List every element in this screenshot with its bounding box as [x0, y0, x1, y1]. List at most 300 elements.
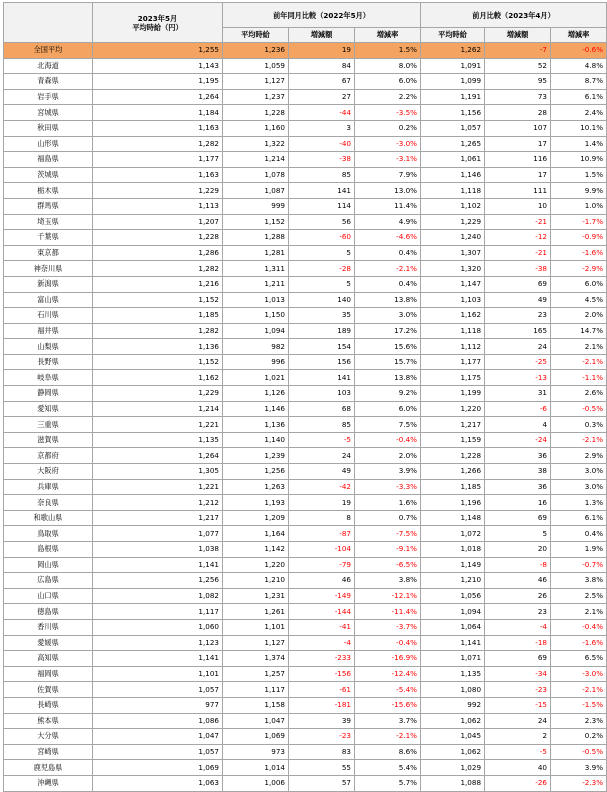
mom-wage-cell: 1,217 [421, 417, 485, 433]
table-row [4, 510, 607, 526]
mom-wage-cell: 1,118 [421, 183, 485, 199]
mom-diff-cell: 26 [485, 588, 551, 604]
mom-wage-cell: 1,148 [421, 510, 485, 526]
table-row [4, 386, 607, 402]
yoy-wage-cell: 1,140 [223, 432, 289, 448]
prefecture-cell: 秋田県 [4, 120, 93, 136]
table-row [4, 136, 607, 152]
mom-rate-cell: 4.5% [551, 292, 607, 308]
mom-rate-cell: 3.9% [551, 760, 607, 776]
mom-wage-cell: 992 [421, 697, 485, 713]
mom-diff-cell: 24 [485, 339, 551, 355]
mom-wage-cell: 1,102 [421, 198, 485, 214]
table-row [4, 105, 607, 121]
current-wage-cell: 1,060 [93, 619, 223, 635]
mom-wage-cell: 1,045 [421, 729, 485, 745]
prefecture-cell: 和歌山県 [4, 510, 93, 526]
yoy-rate-cell: 3.7% [355, 713, 421, 729]
prefecture-cell: 広島県 [4, 573, 93, 589]
yoy-diff-cell: -61 [289, 682, 355, 698]
wage-table [3, 2, 607, 792]
prefecture-cell: 愛媛県 [4, 635, 93, 651]
table-row [4, 339, 607, 355]
current-wage-cell: 1,143 [93, 58, 223, 74]
mom-wage-cell: 1,266 [421, 464, 485, 480]
yoy-wage-cell: 1,101 [223, 619, 289, 635]
yoy-rate-cell: 0.2% [355, 120, 421, 136]
mom-wage-cell: 1,175 [421, 370, 485, 386]
mom-diff-cell: -34 [485, 666, 551, 682]
current-wage-cell: 1,228 [93, 230, 223, 246]
mom-wage-cell: 1,262 [421, 43, 485, 59]
current-wage-cell: 1,047 [93, 729, 223, 745]
yoy-wage-cell: 1,126 [223, 386, 289, 402]
mom-diff-cell: -25 [485, 354, 551, 370]
current-wage-cell: 1,184 [93, 105, 223, 121]
mom-diff-cell: 52 [485, 58, 551, 74]
mom-wage-cell: 1,072 [421, 526, 485, 542]
wage-table-container [3, 2, 606, 792]
mom-diff-cell: 23 [485, 308, 551, 324]
yoy-diff-cell: 57 [289, 775, 355, 791]
mom-rate-cell: 3.0% [551, 479, 607, 495]
yoy-diff-cell: 27 [289, 89, 355, 105]
current-wage-cell: 1,069 [93, 760, 223, 776]
yoy-wage-cell: 1,228 [223, 105, 289, 121]
prefecture-cell: 長野県 [4, 354, 93, 370]
current-wage-cell: 1,163 [93, 120, 223, 136]
yoy-rate-cell: 15.6% [355, 339, 421, 355]
table-row [4, 120, 607, 136]
yoy-wage-cell: 1,211 [223, 276, 289, 292]
yoy-wage-cell: 1,014 [223, 760, 289, 776]
prefecture-cell: 栃木県 [4, 183, 93, 199]
mom-rate-cell: -0.6% [551, 43, 607, 59]
yoy-wage-cell: 1,237 [223, 89, 289, 105]
prefecture-cell: 山口県 [4, 588, 93, 604]
yoy-diff-cell: -5 [289, 432, 355, 448]
mom-diff-cell: -8 [485, 557, 551, 573]
mom-wage-cell: 1,265 [421, 136, 485, 152]
table-header [4, 3, 607, 43]
current-wage-cell: 1,217 [93, 510, 223, 526]
mom-wage-cell: 1,159 [421, 432, 485, 448]
yoy-rate-cell: 4.9% [355, 214, 421, 230]
yoy-diff-cell: 103 [289, 386, 355, 402]
yoy-diff-cell: -233 [289, 651, 355, 667]
current-wage-cell: 1,117 [93, 604, 223, 620]
yoy-diff-cell: -42 [289, 479, 355, 495]
prefecture-cell: 静岡県 [4, 386, 93, 402]
mom-rate-cell: 6.1% [551, 89, 607, 105]
mom-wage-cell: 1,029 [421, 760, 485, 776]
yoy-diff-cell: -79 [289, 557, 355, 573]
mom-diff-cell: -21 [485, 214, 551, 230]
mom-diff-cell: 28 [485, 105, 551, 121]
yoy-rate-cell: 13.8% [355, 370, 421, 386]
current-wage-cell: 1,305 [93, 464, 223, 480]
prefecture-cell: 全国平均 [4, 43, 93, 59]
yoy-wage-cell: 1,256 [223, 464, 289, 480]
mom-rate-cell: 3.0% [551, 464, 607, 480]
yoy-rate-cell: 3.8% [355, 573, 421, 589]
header-yoy-group: 前年同月比較（2022年5月） [223, 3, 421, 28]
yoy-rate-cell: 0.7% [355, 510, 421, 526]
current-wage-cell: 1,082 [93, 588, 223, 604]
yoy-rate-cell: 13.8% [355, 292, 421, 308]
prefecture-cell: 三重県 [4, 417, 93, 433]
table-row [4, 74, 607, 90]
mom-diff-cell: 17 [485, 136, 551, 152]
mom-wage-cell: 1,320 [421, 261, 485, 277]
yoy-rate-cell: 9.2% [355, 386, 421, 402]
yoy-wage-cell: 973 [223, 744, 289, 760]
prefecture-cell: 沖縄県 [4, 775, 93, 791]
current-wage-cell: 1,057 [93, 744, 223, 760]
current-wage-cell: 1,152 [93, 292, 223, 308]
mom-wage-cell: 1,103 [421, 292, 485, 308]
yoy-diff-cell: -44 [289, 105, 355, 121]
table-row [4, 89, 607, 105]
mom-diff-cell: 24 [485, 713, 551, 729]
mom-wage-cell: 1,156 [421, 105, 485, 121]
mom-rate-cell: 10.1% [551, 120, 607, 136]
yoy-diff-cell: 35 [289, 308, 355, 324]
yoy-wage-cell: 1,220 [223, 557, 289, 573]
yoy-wage-cell: 1,078 [223, 167, 289, 183]
mom-wage-cell: 1,062 [421, 744, 485, 760]
mom-wage-cell: 1,177 [421, 354, 485, 370]
table-row [4, 464, 607, 480]
yoy-rate-cell: 13.0% [355, 183, 421, 199]
yoy-rate-cell: -3.5% [355, 105, 421, 121]
yoy-rate-cell: -12.4% [355, 666, 421, 682]
mom-wage-cell: 1,185 [421, 479, 485, 495]
mom-wage-cell: 1,149 [421, 557, 485, 573]
mom-rate-cell: -0.7% [551, 557, 607, 573]
current-wage-cell: 1,286 [93, 245, 223, 261]
mom-diff-cell: -23 [485, 682, 551, 698]
mom-wage-cell: 1,064 [421, 619, 485, 635]
yoy-wage-cell: 1,164 [223, 526, 289, 542]
mom-wage-cell: 1,229 [421, 214, 485, 230]
current-wage-cell: 1,135 [93, 432, 223, 448]
mom-wage-cell: 1,228 [421, 448, 485, 464]
yoy-diff-cell: 46 [289, 573, 355, 589]
yoy-diff-cell: -28 [289, 261, 355, 277]
prefecture-cell: 島根県 [4, 542, 93, 558]
prefecture-cell: 宮城県 [4, 105, 93, 121]
current-wage-cell: 1,123 [93, 635, 223, 651]
mom-wage-cell: 1,135 [421, 666, 485, 682]
mom-rate-cell: 2.5% [551, 588, 607, 604]
mom-diff-cell: 69 [485, 510, 551, 526]
yoy-wage-cell: 1,209 [223, 510, 289, 526]
yoy-rate-cell: -3.3% [355, 479, 421, 495]
yoy-wage-cell: 1,059 [223, 58, 289, 74]
yoy-rate-cell: -3.1% [355, 152, 421, 168]
yoy-rate-cell: 8.0% [355, 58, 421, 74]
yoy-diff-cell: -60 [289, 230, 355, 246]
mom-rate-cell: 0.4% [551, 526, 607, 542]
yoy-diff-cell: 49 [289, 464, 355, 480]
table-row [4, 635, 607, 651]
mom-diff-cell: 38 [485, 464, 551, 480]
yoy-wage-cell: 1,150 [223, 308, 289, 324]
table-row [4, 354, 607, 370]
yoy-wage-cell: 1,087 [223, 183, 289, 199]
yoy-diff-cell: 156 [289, 354, 355, 370]
mom-rate-cell: 6.5% [551, 651, 607, 667]
yoy-wage-cell: 1,158 [223, 697, 289, 713]
table-row [4, 183, 607, 199]
mom-rate-cell: 4.8% [551, 58, 607, 74]
mom-rate-cell: -0.4% [551, 619, 607, 635]
current-wage-cell: 1,282 [93, 323, 223, 339]
yoy-rate-cell: -3.7% [355, 619, 421, 635]
mom-rate-cell: 10.9% [551, 152, 607, 168]
table-row [4, 58, 607, 74]
mom-rate-cell: -2.1% [551, 354, 607, 370]
table-row [4, 370, 607, 386]
yoy-diff-cell: -156 [289, 666, 355, 682]
table-row [4, 697, 607, 713]
mom-rate-cell: 2.1% [551, 604, 607, 620]
header-current-line1: 2023年5月 [137, 13, 178, 23]
yoy-rate-cell: -16.9% [355, 651, 421, 667]
prefecture-cell: 奈良県 [4, 495, 93, 511]
yoy-diff-cell: -38 [289, 152, 355, 168]
prefecture-cell: 愛知県 [4, 401, 93, 417]
prefecture-cell: 福島県 [4, 152, 93, 168]
mom-rate-cell: 3.8% [551, 573, 607, 589]
mom-wage-cell: 1,162 [421, 308, 485, 324]
yoy-wage-cell: 1,261 [223, 604, 289, 620]
prefecture-cell: 長崎県 [4, 697, 93, 713]
table-row [4, 651, 607, 667]
mom-diff-cell: 36 [485, 479, 551, 495]
current-wage-cell: 1,101 [93, 666, 223, 682]
mom-diff-cell: -26 [485, 775, 551, 791]
prefecture-cell: 福岡県 [4, 666, 93, 682]
yoy-rate-cell: -5.4% [355, 682, 421, 698]
mom-diff-cell: 73 [485, 89, 551, 105]
current-wage-cell: 1,256 [93, 573, 223, 589]
mom-rate-cell: 0.3% [551, 417, 607, 433]
prefecture-cell: 神奈川県 [4, 261, 93, 277]
prefecture-cell: 佐賀県 [4, 682, 93, 698]
yoy-diff-cell: -149 [289, 588, 355, 604]
table-row [4, 495, 607, 511]
mom-wage-cell: 1,061 [421, 152, 485, 168]
mom-diff-cell: 165 [485, 323, 551, 339]
mom-wage-cell: 1,146 [421, 167, 485, 183]
yoy-wage-cell: 1,281 [223, 245, 289, 261]
mom-rate-cell: -3.0% [551, 666, 607, 682]
yoy-diff-cell: -40 [289, 136, 355, 152]
mom-diff-cell: 20 [485, 542, 551, 558]
yoy-rate-cell: 11.4% [355, 198, 421, 214]
yoy-rate-cell: 5.7% [355, 775, 421, 791]
current-wage-cell: 1,214 [93, 401, 223, 417]
yoy-rate-cell: -6.5% [355, 557, 421, 573]
mom-rate-cell: -2.1% [551, 682, 607, 698]
prefecture-cell: 北海道 [4, 58, 93, 74]
current-wage-cell: 1,141 [93, 651, 223, 667]
yoy-wage-cell: 996 [223, 354, 289, 370]
mom-diff-cell: -4 [485, 619, 551, 635]
table-row [4, 152, 607, 168]
table-row [4, 588, 607, 604]
prefecture-cell: 石川県 [4, 308, 93, 324]
prefecture-cell: 大阪府 [4, 464, 93, 480]
current-wage-cell: 1,163 [93, 167, 223, 183]
mom-rate-cell: 2.6% [551, 386, 607, 402]
current-wage-cell: 1,177 [93, 152, 223, 168]
mom-rate-cell: -1.1% [551, 370, 607, 386]
table-row [4, 526, 607, 542]
mom-wage-cell: 1,210 [421, 573, 485, 589]
prefecture-cell: 高知県 [4, 651, 93, 667]
current-wage-cell: 1,212 [93, 495, 223, 511]
table-row [4, 729, 607, 745]
mom-rate-cell: 2.0% [551, 308, 607, 324]
mom-rate-cell: 0.2% [551, 729, 607, 745]
yoy-rate-cell: -0.4% [355, 432, 421, 448]
yoy-diff-cell: 67 [289, 74, 355, 90]
current-wage-cell: 1,264 [93, 448, 223, 464]
yoy-wage-cell: 1,136 [223, 417, 289, 433]
mom-diff-cell: -6 [485, 401, 551, 417]
current-wage-cell: 1,141 [93, 557, 223, 573]
mom-wage-cell: 1,080 [421, 682, 485, 698]
mom-wage-cell: 1,057 [421, 120, 485, 136]
current-wage-cell: 1,038 [93, 542, 223, 558]
prefecture-cell: 群馬県 [4, 198, 93, 214]
yoy-diff-cell: -181 [289, 697, 355, 713]
mom-rate-cell: -1.5% [551, 697, 607, 713]
yoy-diff-cell: 114 [289, 198, 355, 214]
yoy-rate-cell: 0.4% [355, 276, 421, 292]
mom-rate-cell: 6.0% [551, 276, 607, 292]
yoy-wage-cell: 1,374 [223, 651, 289, 667]
current-wage-cell: 1,229 [93, 386, 223, 402]
table-row [4, 448, 607, 464]
prefecture-cell: 福井県 [4, 323, 93, 339]
mom-diff-cell: 69 [485, 276, 551, 292]
yoy-wage-cell: 1,094 [223, 323, 289, 339]
yoy-diff-cell: 8 [289, 510, 355, 526]
yoy-rate-cell: 6.0% [355, 74, 421, 90]
yoy-wage-cell: 1,236 [223, 43, 289, 59]
prefecture-cell: 山梨県 [4, 339, 93, 355]
prefecture-cell: 千葉県 [4, 230, 93, 246]
mom-rate-cell: 1.3% [551, 495, 607, 511]
table-row [4, 573, 607, 589]
yoy-rate-cell: 2.2% [355, 89, 421, 105]
yoy-wage-cell: 1,013 [223, 292, 289, 308]
current-wage-cell: 1,221 [93, 479, 223, 495]
yoy-diff-cell: 85 [289, 167, 355, 183]
current-wage-cell: 1,207 [93, 214, 223, 230]
current-wage-cell: 1,086 [93, 713, 223, 729]
mom-rate-cell: 14.7% [551, 323, 607, 339]
mom-diff-cell: 2 [485, 729, 551, 745]
mom-wage-cell: 1,141 [421, 635, 485, 651]
current-wage-cell: 1,136 [93, 339, 223, 355]
header-yoy-wage: 平均時給 [223, 28, 289, 43]
yoy-wage-cell: 999 [223, 198, 289, 214]
yoy-rate-cell: 7.9% [355, 167, 421, 183]
yoy-rate-cell: -2.1% [355, 261, 421, 277]
prefecture-cell: 富山県 [4, 292, 93, 308]
yoy-diff-cell: -144 [289, 604, 355, 620]
table-row [4, 292, 607, 308]
yoy-rate-cell: 0.4% [355, 245, 421, 261]
header-mom-wage: 平均時給 [421, 28, 485, 43]
prefecture-cell: 埼玉県 [4, 214, 93, 230]
mom-rate-cell: 2.9% [551, 448, 607, 464]
prefecture-cell: 岡山県 [4, 557, 93, 573]
mom-diff-cell: 10 [485, 198, 551, 214]
yoy-rate-cell: -15.6% [355, 697, 421, 713]
prefecture-cell: 東京都 [4, 245, 93, 261]
yoy-wage-cell: 1,210 [223, 573, 289, 589]
current-wage-cell: 1,195 [93, 74, 223, 90]
table-row [4, 760, 607, 776]
table-row [4, 432, 607, 448]
mom-diff-cell: -5 [485, 744, 551, 760]
table-row [4, 557, 607, 573]
mom-diff-cell: 69 [485, 651, 551, 667]
mom-rate-cell: -0.5% [551, 744, 607, 760]
yoy-diff-cell: 55 [289, 760, 355, 776]
table-row [4, 619, 607, 635]
mom-diff-cell: -13 [485, 370, 551, 386]
mom-diff-cell: -18 [485, 635, 551, 651]
mom-wage-cell: 1,094 [421, 604, 485, 620]
yoy-wage-cell: 1,142 [223, 542, 289, 558]
mom-rate-cell: -0.9% [551, 230, 607, 246]
mom-diff-cell: 111 [485, 183, 551, 199]
national-average-row [4, 43, 607, 59]
mom-rate-cell: 1.0% [551, 198, 607, 214]
mom-wage-cell: 1,147 [421, 276, 485, 292]
mom-diff-cell: -38 [485, 261, 551, 277]
yoy-wage-cell: 1,127 [223, 635, 289, 651]
yoy-rate-cell: -2.1% [355, 729, 421, 745]
yoy-rate-cell: -0.4% [355, 635, 421, 651]
yoy-rate-cell: -7.5% [355, 526, 421, 542]
prefecture-cell: 岩手県 [4, 89, 93, 105]
current-wage-cell: 1,229 [93, 183, 223, 199]
yoy-wage-cell: 1,263 [223, 479, 289, 495]
mom-wage-cell: 1,062 [421, 713, 485, 729]
prefecture-cell: 茨城県 [4, 167, 93, 183]
yoy-diff-cell: 84 [289, 58, 355, 74]
current-wage-cell: 1,282 [93, 261, 223, 277]
current-wage-cell: 1,077 [93, 526, 223, 542]
yoy-wage-cell: 1,193 [223, 495, 289, 511]
yoy-diff-cell: 56 [289, 214, 355, 230]
prefecture-cell: 滋賀県 [4, 432, 93, 448]
mom-diff-cell: 107 [485, 120, 551, 136]
yoy-rate-cell: 1.5% [355, 43, 421, 59]
mom-diff-cell: -12 [485, 230, 551, 246]
mom-diff-cell: -24 [485, 432, 551, 448]
yoy-rate-cell: -11.4% [355, 604, 421, 620]
yoy-diff-cell: -104 [289, 542, 355, 558]
